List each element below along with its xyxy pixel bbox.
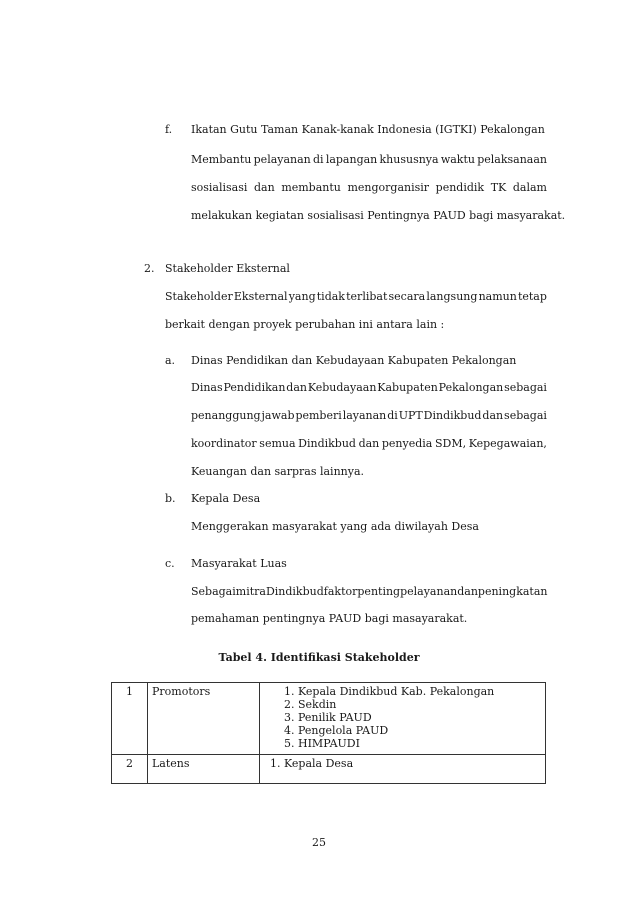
word: di [387, 409, 398, 422]
word: peningkatan [477, 585, 548, 598]
word: Kebudayaan [307, 381, 377, 394]
section-2-line-1 [165, 290, 547, 304]
item-c-line-1 [191, 585, 547, 599]
word: pelaksanaan [477, 153, 547, 166]
word: sosialisasi [191, 181, 248, 194]
list-item: 3. Penilik PAUD [284, 711, 372, 724]
word: koordinator [191, 437, 257, 450]
word: waktu [440, 153, 475, 166]
word: Pekalongan [438, 381, 504, 394]
word: UPT [398, 409, 423, 422]
word: dalam [512, 181, 547, 194]
item-a-line-1 [191, 381, 547, 395]
word: yang [288, 290, 316, 303]
row-category: Promotors [148, 683, 260, 755]
list-item: 4. Pengelola PAUD [284, 724, 389, 737]
word: Dindikbud [423, 409, 482, 422]
section-2-marker: 2. [144, 262, 155, 275]
word: di [313, 153, 324, 166]
word: pendidik [435, 181, 485, 194]
word: faktor [323, 585, 358, 598]
word: Dinas [191, 381, 223, 394]
word: terlibat [346, 290, 388, 303]
word: khususnya [379, 153, 439, 166]
item-f-marker: f. [165, 123, 173, 136]
item-f-last-line: melakukan kegiatan sosialisasi Pentingnya PAUD bagi masyarakat. [191, 209, 566, 222]
page-number: 25 [312, 836, 326, 849]
item-f-title: Ikatan Gutu Taman Kanak-kanak Indonesia (IGTKI) Pekalongan [191, 123, 545, 136]
word: sebagai [504, 381, 547, 394]
word: langsung [426, 290, 478, 303]
word: Dindikbud [298, 437, 356, 450]
word: mengorganisir [347, 181, 430, 194]
word: Dindikbud [265, 585, 324, 598]
row-number: 2 [112, 755, 148, 784]
word: jawab [261, 409, 295, 422]
word: SDM, [434, 437, 467, 450]
section-2-title: Stakeholder Eksternal [165, 262, 290, 275]
word: Pendidikan [223, 381, 286, 394]
word: pelayanan [400, 585, 458, 598]
row-number: 1 [112, 683, 148, 755]
row-items [260, 755, 546, 784]
item-a-title: Dinas Pendidikan dan Kebudayaan Kabupaten Pekalongan [191, 354, 517, 367]
table-row [112, 755, 546, 784]
word: dan [457, 585, 478, 598]
word: TK [490, 181, 507, 194]
item-b-marker: b. [165, 492, 176, 505]
item-f-line-2 [191, 181, 547, 195]
table-row [112, 683, 546, 755]
word: Membantu [191, 153, 252, 166]
word: penanggung [191, 409, 261, 422]
word: namun [478, 290, 517, 303]
item-a-marker: a. [165, 354, 176, 367]
word: dan [254, 181, 275, 194]
word: semua [259, 437, 296, 450]
word: dan [358, 437, 380, 450]
table-caption: Tabel 4. Identifikasi Stakeholder [218, 651, 420, 664]
word: lapangan [325, 153, 378, 166]
item-b-title: Kepala Desa [191, 492, 261, 505]
word: tidak [316, 290, 345, 303]
item-c-marker: c. [165, 557, 175, 570]
word: penyedia [381, 437, 433, 450]
row-items [260, 683, 546, 755]
word: dan [482, 409, 504, 422]
word: Sebagai [191, 585, 236, 598]
row-category: Latens [148, 755, 260, 784]
word: Kepegawaian, [468, 437, 547, 450]
list-item: 1. Kepala Desa [270, 757, 354, 770]
word: dan [286, 381, 307, 394]
list-item: 2. Sekdin [284, 698, 337, 711]
list-item: 1. Kepala Dindikbud Kab. Pekalongan [284, 685, 495, 698]
word: pelayanan [253, 153, 311, 166]
word: secara [388, 290, 426, 303]
word: pemberi [295, 409, 342, 422]
item-c-line-2: pemahaman pentingnya PAUD bagi masayarakat. [191, 612, 468, 625]
word: Stakeholder [165, 290, 233, 303]
word: sebagai [504, 409, 547, 422]
word: Eksternal [233, 290, 288, 303]
item-a-line-2 [191, 409, 547, 423]
section-2-line-2: berkait dengan proyek perubahan ini antara lain : [165, 318, 445, 331]
stakeholder-table [111, 682, 546, 784]
item-a-last-line: Keuangan dan sarpras lainnya. [191, 465, 365, 478]
item-f-line-1 [191, 153, 547, 167]
word: Kabupaten [377, 381, 438, 394]
word: penting [357, 585, 401, 598]
item-b-line: Menggerakan masyarakat yang ada diwilayah Desa [191, 520, 479, 533]
word: membantu [281, 181, 341, 194]
word: tetap [517, 290, 547, 303]
item-a-line-3 [191, 437, 547, 451]
item-c-title: Masyarakat Luas [191, 557, 287, 570]
word: mitra [235, 585, 266, 598]
list-item: 5. HIMPAUDI [284, 737, 360, 750]
word: layanan [342, 409, 387, 422]
